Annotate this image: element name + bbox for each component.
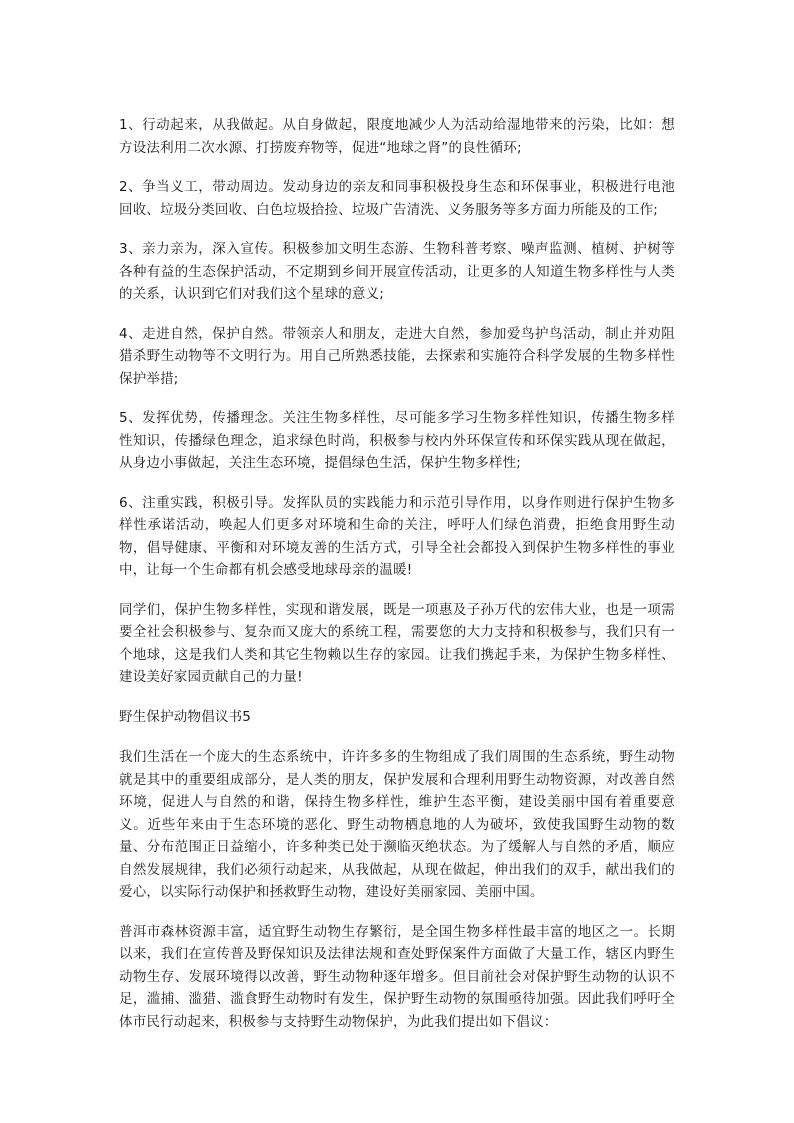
initiative-item-5: 5、发挥优势，传播理念。关注生物多样性，尽可能多学习生物多样性知识，传播生物多样性知识，传播绿色理念，追求绿色时尚，积极参与校内外环保宣传和环保实践从现在做起，从身边小事做起，关注生态环境，提倡绿色生活，保护生物多样性; bbox=[119, 410, 675, 471]
initiative-item-1: 1、行动起来，从我做起。从自身做起，限度地减少人为活动给湿地带来的污染，比如：想方设法利用二次水源、打捞废弃物等，促进“地球之肾”的良性循环; bbox=[119, 117, 675, 156]
section-paragraph-1: 我们生活在一个庞大的生态系统中，许许多多的生物组成了我们周围的生态系统，野生动物就是其中的重要组成部分，是人类的朋友，保护发展和合理利用野生动物资源，对改善自然环境，促进人与自然的和谐，保持生物多样性，维护生态平衡，建设美丽中国有着重要意义。近些年来由于生态环境的恶化、野生动物栖息地的人为破坏，致使我国野生动物的数量、分布范围正日益缩小，许多种类已处于濒临灭绝状态。为了缓解人与自然的矛盾，顺应自然发展规律，我们必须行动起来，从我做起，从现在做起，伸出我们的双手，献出我们的爱心，以实际行动保护和拯救野生动物，建设好美丽家园、美丽中国。 bbox=[119, 749, 675, 900]
initiative-item-4: 4、走进自然，保护自然。带领亲人和朋友，走进大自然，参加爱鸟护鸟活动，制止并劝阻猎杀野生动物等不文明行为。用自己所熟悉技能，去探索和实施符合科学发展的生物多样性保护举措; bbox=[119, 325, 675, 387]
initiative-item-2: 2、争当义工，带动周边。发动身边的亲友和同事积极投身生态和环保事业，积极进行电池回收、垃圾分类回收、白色垃圾拾捡、垃圾广告清洗、义务服务等多方面力所能及的工作; bbox=[119, 179, 675, 218]
closing-paragraph: 同学们，保护生物多样性，实现和谐发展，既是一项惠及子孙万代的宏伟大业，也是一项需要全社会积极参与、复杂而又庞大的系统工程，需要您的大力支持和积极参与，我们只有一个地球，这是我们人类和其它生物赖以生存的家园。让我们携起手来，为保护生物多样性、建设美好家园贡献自己的力量! bbox=[119, 601, 675, 685]
document-page bbox=[119, 114, 675, 1050]
section-title: 野生保护动物倡议书5 bbox=[119, 708, 252, 725]
initiative-item-3: 3、亲力亲为，深入宣传。积极参加文明生态游、生物科普考察、噪声监测、植树、护树等各种有益的生态保护活动，不定期到乡间开展宣传活动，让更多的人知道生物多样性与人类的关系，认识到它们对我们这个星球的意义; bbox=[119, 241, 675, 302]
section-paragraph-2: 普洱市森林资源丰富，适宜野生动物生存繁衍，是全国生物多样性最丰富的地区之一。长期以来，我们在宣传普及野保知识及法律法规和查处野保案件方面做了大量工作，辖区内野生动物生存、发展环境得以改善，野生动物种逐年增多。但目前社会对保护野生动物的认识不足，滥捕、滥猎、滥食野生动物时有发生，保护野生动物的氛围亟待加强。因此我们呼吁全体市民行动起来，积极参与支持野生动物保护，为此我们提出如下倡议： bbox=[119, 923, 675, 1030]
initiative-item-6: 6、注重实践，积极引导。发挥队员的实践能力和示范引导作用，以身作则进行保护生物多样性承诺活动，唤起人们更多对环境和生命的关注，呼吁人们绿色消费，拒绝食用野生动物，倡导健康、平衡和对环境友善的生活方式，引导全社会都投入到保护生物多样性的事业中，让每一个生命都有机会感受地球母亲的温暖! bbox=[119, 494, 675, 578]
